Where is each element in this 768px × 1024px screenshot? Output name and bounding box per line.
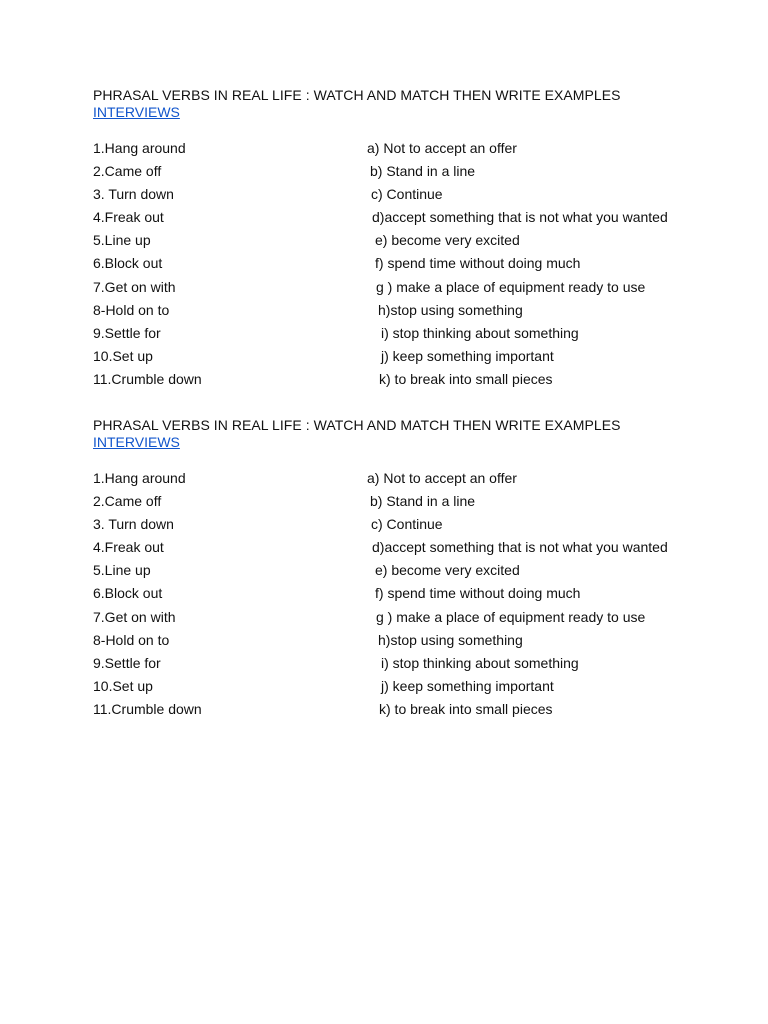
match-row	[93, 701, 733, 724]
exercise-heading: PHRASAL VERBS IN REAL LIFE : WATCH AND MATCH THEN WRITE EXAMPLES	[93, 87, 621, 103]
phrasal-verb: 10.Set up	[93, 677, 153, 694]
match-row	[93, 302, 733, 325]
phrasal-verb: 4.Freak out	[93, 209, 164, 226]
match-row	[93, 348, 733, 371]
match-row	[93, 632, 733, 655]
phrasal-verb: 11.Crumble down	[93, 700, 202, 717]
matching-list	[93, 140, 733, 394]
phrasal-verb: 6.Block out	[93, 585, 163, 602]
definition: g ) make a place of equipment ready to use	[376, 608, 646, 625]
phrasal-verb: 9.Settle for	[93, 324, 161, 341]
definition: g ) make a place of equipment ready to use	[376, 278, 646, 295]
match-row	[93, 232, 733, 255]
phrasal-verb: 10.Set up	[93, 347, 153, 364]
phrasal-verb: 1.Hang around	[93, 140, 186, 156]
exercise-heading: PHRASAL VERBS IN REAL LIFE : WATCH AND MATCH THEN WRITE EXAMPLES	[93, 417, 621, 433]
match-row	[93, 186, 733, 209]
definition: d)accept something that is not what you wanted	[372, 539, 668, 556]
definition: c) Continue	[371, 186, 443, 203]
interviews-link[interactable]: INTERVIEWS	[93, 104, 180, 120]
match-row	[93, 163, 733, 186]
definition: j) keep something important	[381, 347, 554, 364]
definition: b) Stand in a line	[370, 493, 476, 510]
phrasal-verb: 8-Hold on to	[93, 631, 170, 648]
phrasal-verb: 2.Came off	[93, 163, 162, 180]
definition: h)stop using something	[378, 301, 523, 318]
phrasal-verb: 4.Freak out	[93, 539, 164, 556]
phrasal-verb: 7.Get on with	[93, 278, 176, 295]
phrasal-verb: 11.Crumble down	[93, 370, 202, 387]
phrasal-verb: 9.Settle for	[93, 654, 161, 671]
interviews-link[interactable]: INTERVIEWS	[93, 434, 180, 450]
match-row	[93, 140, 733, 163]
definition: h)stop using something	[378, 631, 523, 648]
phrasal-verb: 8-Hold on to	[93, 301, 170, 318]
match-row	[93, 516, 733, 539]
exercise-section-2	[93, 417, 733, 724]
definition: k) to break into small pieces	[379, 370, 553, 387]
match-row	[93, 678, 733, 701]
phrasal-verb: 6.Block out	[93, 255, 163, 272]
match-row	[93, 562, 733, 585]
definition: i) stop thinking about something	[381, 654, 579, 671]
definition: a) Not to accept an offer	[367, 470, 517, 486]
match-row	[93, 470, 733, 493]
match-row	[93, 609, 733, 632]
definition: e) become very excited	[375, 562, 520, 579]
match-row	[93, 585, 733, 608]
definition: a) Not to accept an offer	[367, 140, 517, 156]
definition: i) stop thinking about something	[381, 324, 579, 341]
phrasal-verb: 5.Line up	[93, 562, 151, 579]
match-row	[93, 655, 733, 678]
match-row	[93, 255, 733, 278]
definition: c) Continue	[371, 516, 443, 533]
match-row	[93, 539, 733, 562]
matching-list	[93, 470, 733, 724]
phrasal-verb: 3. Turn down	[93, 186, 174, 203]
definition: j) keep something important	[381, 677, 554, 694]
phrasal-verb: 3. Turn down	[93, 516, 174, 533]
definition: f) spend time without doing much	[375, 255, 581, 272]
exercise-section-1	[93, 87, 733, 394]
definition: e) become very excited	[375, 232, 520, 249]
phrasal-verb: 5.Line up	[93, 232, 151, 249]
match-row	[93, 493, 733, 516]
definition: f) spend time without doing much	[375, 585, 581, 602]
match-row	[93, 209, 733, 232]
definition: k) to break into small pieces	[379, 700, 553, 717]
match-row	[93, 325, 733, 348]
definition: d)accept something that is not what you wanted	[372, 209, 668, 226]
match-row	[93, 371, 733, 394]
definition: b) Stand in a line	[370, 163, 476, 180]
match-row	[93, 279, 733, 302]
phrasal-verb: 7.Get on with	[93, 608, 176, 625]
phrasal-verb: 2.Came off	[93, 493, 162, 510]
phrasal-verb: 1.Hang around	[93, 470, 186, 486]
